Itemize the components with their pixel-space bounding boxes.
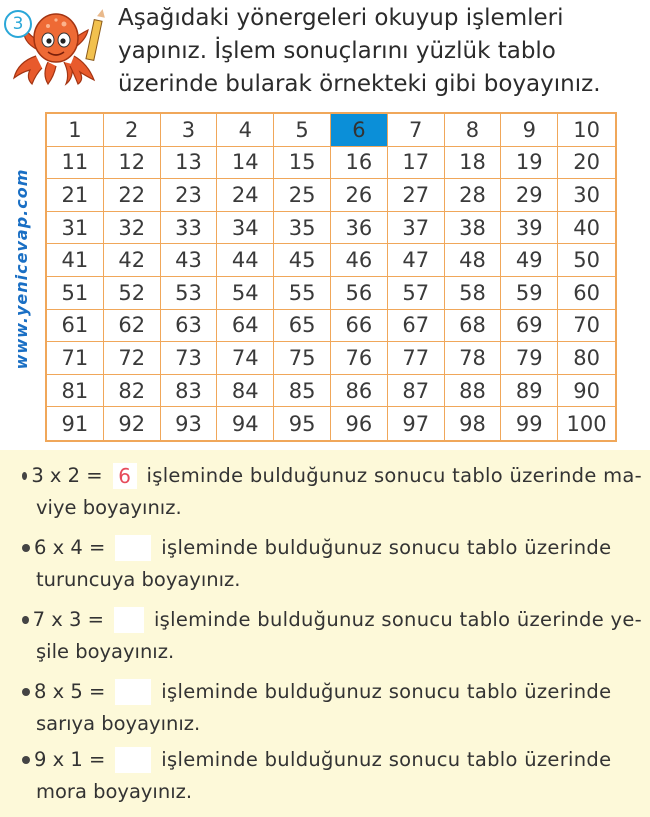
grid-cell[interactable]: 43 xyxy=(161,244,218,277)
task-text-continuation: viye boyayınız. xyxy=(36,496,182,519)
task-item xyxy=(22,532,642,596)
grid-cell[interactable]: 41 xyxy=(47,244,104,277)
grid-cell[interactable]: 35 xyxy=(274,212,331,245)
grid-cell[interactable]: 40 xyxy=(558,212,615,245)
answer-box[interactable] xyxy=(115,535,151,561)
grid-cell[interactable]: 80 xyxy=(558,342,615,375)
grid-cell[interactable]: 14 xyxy=(217,147,274,180)
grid-cell[interactable]: 66 xyxy=(331,310,388,343)
grid-cell[interactable]: 73 xyxy=(161,342,218,375)
grid-cell[interactable]: 13 xyxy=(161,147,218,180)
task-text: işleminde bulduğunuz sonucu tablo üzerinde xyxy=(161,536,612,559)
grid-cell[interactable]: 33 xyxy=(161,212,218,245)
grid-cell[interactable]: 52 xyxy=(104,277,161,310)
grid-cell[interactable]: 83 xyxy=(161,375,218,408)
grid-cell[interactable]: 44 xyxy=(217,244,274,277)
instructions-text xyxy=(118,2,643,101)
grid-cell[interactable]: 37 xyxy=(388,212,445,245)
grid-cell[interactable]: 77 xyxy=(388,342,445,375)
hundreds-chart xyxy=(45,112,617,442)
grid-cell[interactable]: 63 xyxy=(161,310,218,343)
grid-cell[interactable]: 7 xyxy=(388,114,445,147)
grid-cell[interactable]: 79 xyxy=(501,342,558,375)
task-item xyxy=(22,604,642,668)
bullet-icon xyxy=(22,616,29,624)
grid-cell[interactable]: 91 xyxy=(47,407,104,440)
bullet-icon xyxy=(22,688,30,696)
grid-cell[interactable]: 62 xyxy=(104,310,161,343)
grid-cell[interactable]: 45 xyxy=(274,244,331,277)
grid-cell[interactable]: 82 xyxy=(104,375,161,408)
task-text-continuation: sarıya boyayınız. xyxy=(36,712,201,735)
grid-cell[interactable]: 95 xyxy=(274,407,331,440)
grid-cell[interactable]: 20 xyxy=(558,147,615,180)
task-text: işleminde bulduğunuz sonucu tablo üzerinde ma- xyxy=(146,464,642,487)
grid-cell[interactable]: 69 xyxy=(501,310,558,343)
bullet-icon xyxy=(22,544,30,552)
grid-cell[interactable]: 8 xyxy=(445,114,502,147)
grid-cell[interactable]: 16 xyxy=(331,147,388,180)
grid-cell[interactable]: 88 xyxy=(445,375,502,408)
task-text: işleminde bulduğunuz sonucu tablo üzerinde xyxy=(161,680,612,703)
grid-cell[interactable]: 21 xyxy=(47,179,104,212)
operation: 6 x 4 = xyxy=(34,536,106,559)
grid-cell[interactable]: 74 xyxy=(217,342,274,375)
grid-cell[interactable]: 19 xyxy=(501,147,558,180)
operation: 8 x 5 = xyxy=(34,680,106,703)
grid-cell[interactable]: 2 xyxy=(104,114,161,147)
grid-cell[interactable]: 94 xyxy=(217,407,274,440)
grid-cell[interactable]: 96 xyxy=(331,407,388,440)
grid-cell[interactable]: 38 xyxy=(445,212,502,245)
task-item xyxy=(22,676,642,740)
task-item xyxy=(22,460,642,524)
grid-cell[interactable]: 99 xyxy=(501,407,558,440)
grid-cell[interactable]: 53 xyxy=(161,277,218,310)
grid-cell[interactable]: 25 xyxy=(274,179,331,212)
grid-cell[interactable]: 67 xyxy=(388,310,445,343)
answer-box[interactable] xyxy=(115,679,151,705)
grid-cell[interactable]: 51 xyxy=(47,277,104,310)
bullet-icon xyxy=(22,472,27,480)
watermark: www.yenicevap.com xyxy=(12,168,31,370)
grid-cell[interactable]: 72 xyxy=(104,342,161,375)
tasks-panel xyxy=(0,450,650,817)
grid-cell[interactable]: 70 xyxy=(558,310,615,343)
grid-cell[interactable]: 76 xyxy=(331,342,388,375)
grid-cell[interactable]: 65 xyxy=(274,310,331,343)
grid-cell[interactable]: 17 xyxy=(388,147,445,180)
grid-cell[interactable]: 46 xyxy=(331,244,388,277)
grid-cell[interactable]: 29 xyxy=(501,179,558,212)
operation: 9 x 1 = xyxy=(34,748,106,771)
grid-cell[interactable]: 42 xyxy=(104,244,161,277)
grid-cell[interactable]: 92 xyxy=(104,407,161,440)
grid-cell[interactable]: 50 xyxy=(558,244,615,277)
grid-cell[interactable]: 9 xyxy=(501,114,558,147)
grid-cell[interactable]: 27 xyxy=(388,179,445,212)
grid-cell[interactable]: 15 xyxy=(274,147,331,180)
grid-cell[interactable]: 100 xyxy=(566,411,607,436)
grid-cell[interactable]: 98 xyxy=(445,407,502,440)
instructions-line: yapınız. İşlem sonuçlarını yüzlük tablo xyxy=(118,38,556,64)
grid-cell[interactable]: 6 xyxy=(331,114,388,147)
task-text-continuation: mora boyayınız. xyxy=(36,780,193,803)
instructions-line: Aşağıdaki yönergeleri okuyup işlemleri xyxy=(118,5,564,31)
task-text: işleminde bulduğunuz sonucu tablo üzerinde ye- xyxy=(153,608,642,631)
header xyxy=(0,0,650,110)
grid-cell[interactable]: 31 xyxy=(47,212,104,245)
instructions-line: üzerinde bularak örnekteki gibi boyayınız. xyxy=(118,71,601,97)
grid-cell[interactable]: 11 xyxy=(47,147,104,180)
grid-cell[interactable]: 28 xyxy=(445,179,502,212)
operation: 3 x 2 = xyxy=(31,464,103,487)
grid-cell[interactable]: 30 xyxy=(558,179,615,212)
grid-cell[interactable]: 54 xyxy=(217,277,274,310)
grid-cell[interactable]: 97 xyxy=(388,407,445,440)
grid-cell[interactable]: 47 xyxy=(388,244,445,277)
grid-cell[interactable]: 49 xyxy=(501,244,558,277)
grid-cell[interactable]: 81 xyxy=(47,375,104,408)
task-item xyxy=(22,744,642,808)
grid-cell[interactable]: 61 xyxy=(47,310,104,343)
answer-box[interactable]: 6 xyxy=(113,463,137,489)
bullet-icon xyxy=(22,756,30,764)
grid-cell[interactable]: 55 xyxy=(274,277,331,310)
task-text-continuation: şile boyayınız. xyxy=(36,640,175,663)
grid-cell[interactable]: 23 xyxy=(161,179,218,212)
grid-cell[interactable]: 86 xyxy=(331,375,388,408)
grid-cell[interactable]: 85 xyxy=(274,375,331,408)
grid-cell[interactable]: 60 xyxy=(558,277,615,310)
grid-cell[interactable]: 12 xyxy=(104,147,161,180)
grid-cell[interactable]: 87 xyxy=(388,375,445,408)
grid-cell[interactable]: 58 xyxy=(445,277,502,310)
answer-box[interactable] xyxy=(115,747,151,773)
answer-box[interactable] xyxy=(114,607,144,633)
grid-cell[interactable]: 26 xyxy=(331,179,388,212)
grid-cell[interactable]: 57 xyxy=(388,277,445,310)
grid-cell[interactable]: 59 xyxy=(501,277,558,310)
grid-cell[interactable]: 5 xyxy=(274,114,331,147)
grid-cell[interactable]: 34 xyxy=(217,212,274,245)
task-text-continuation: turuncuya boyayınız. xyxy=(36,568,241,591)
grid-cell[interactable]: 10 xyxy=(558,114,615,147)
grid-cell[interactable]: 32 xyxy=(104,212,161,245)
grid-cell[interactable]: 4 xyxy=(217,114,274,147)
grid-cell[interactable]: 78 xyxy=(445,342,502,375)
grid-cell[interactable]: 68 xyxy=(445,310,502,343)
grid-cell[interactable]: 90 xyxy=(558,375,615,408)
grid-cell[interactable]: 56 xyxy=(331,277,388,310)
grid-cell[interactable]: 75 xyxy=(274,342,331,375)
grid-cell[interactable]: 71 xyxy=(47,342,104,375)
grid-cell[interactable]: 84 xyxy=(217,375,274,408)
task-text: işleminde bulduğunuz sonucu tablo üzerinde xyxy=(161,748,612,771)
grid-cell[interactable]: 18 xyxy=(445,147,502,180)
operation: 7 x 3 = xyxy=(32,608,104,631)
grid-cell[interactable]: 22 xyxy=(104,179,161,212)
grid-cell[interactable]: 1 xyxy=(47,114,104,147)
grid-cell[interactable]: 39 xyxy=(501,212,558,245)
grid-cell[interactable]: 93 xyxy=(161,407,218,440)
grid-cell[interactable]: 48 xyxy=(445,244,502,277)
question-number-badge: 3 xyxy=(4,10,32,38)
grid-cell[interactable]: 3 xyxy=(161,114,218,147)
grid-cell[interactable]: 64 xyxy=(217,310,274,343)
grid-cell[interactable]: 24 xyxy=(217,179,274,212)
grid-cell[interactable]: 36 xyxy=(331,212,388,245)
grid-cell[interactable]: 89 xyxy=(501,375,558,408)
